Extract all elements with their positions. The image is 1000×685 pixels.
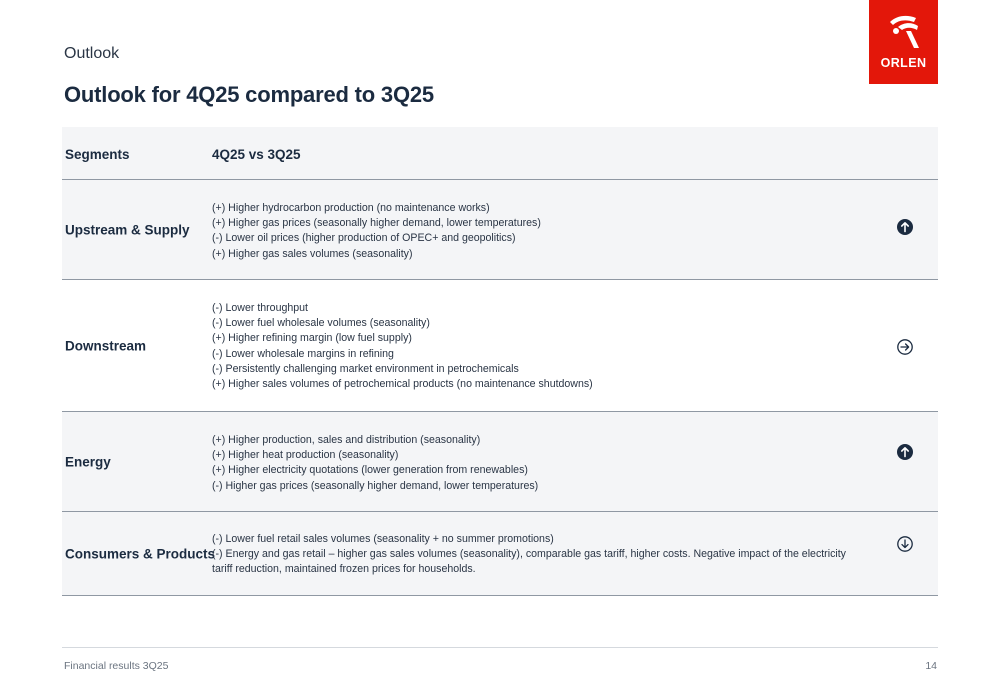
list-item: (-) Lower wholesale margins in refining (212, 347, 394, 360)
page-title: Outlook for 4Q25 compared to 3Q25 (64, 82, 434, 107)
orlen-logo (869, 0, 938, 84)
list-item: (-) Lower oil prices (higher production of OPEC+ and geopolitics) (212, 232, 516, 245)
footer-text: Financial results 3Q25 (64, 660, 169, 672)
right-arrow-icon (897, 339, 913, 355)
list-item: (+) Higher hydrocarbon production (no maintenance works) (212, 202, 490, 214)
segment-items (212, 532, 862, 578)
list-item: (+) Higher refining margin (low fuel supply) (212, 332, 412, 345)
orlen-eagle-icon (884, 10, 924, 52)
list-item: (+) Higher gas prices (seasonally higher demand, lower temperatures) (212, 217, 541, 230)
section-label: Outlook (64, 45, 120, 62)
list-item: (+) Higher gas sales volumes (seasonality) (212, 247, 413, 260)
segment-items (212, 301, 862, 392)
table-header (62, 127, 938, 180)
segment-name: Downstream (65, 338, 147, 353)
segment-items (212, 433, 862, 494)
list-item: (-) Persistently challenging market environment in petrochemicals (212, 362, 519, 375)
column-header-comparison: 4Q25 vs 3Q25 (212, 147, 301, 162)
logo-wordmark: ORLEN (880, 56, 927, 70)
segment-name: Upstream & Supply (65, 222, 190, 237)
list-item: (-) Higher gas prices (seasonally higher demand, lower temperatures) (212, 479, 539, 492)
table-row (62, 512, 938, 596)
list-item: (+) Higher production, sales and distribution (seasonality) (212, 434, 481, 446)
segment-name: Energy (65, 454, 111, 469)
list-item: (-) Lower throughput (212, 302, 308, 314)
list-item: (+) Higher electricity quotations (lower generation from renewables) (212, 464, 528, 477)
footer-divider (62, 647, 938, 648)
up-arrow-icon (897, 219, 913, 235)
list-item: (+) Higher heat production (seasonality) (212, 449, 399, 462)
table-row (62, 180, 938, 280)
segment-name: Consumers & Products (65, 546, 216, 561)
page-number: 14 (925, 660, 937, 672)
table-row (62, 412, 938, 512)
down-arrow-icon (897, 536, 913, 552)
outlook-table (62, 127, 938, 596)
table-row (62, 280, 938, 412)
list-item: (-) Lower fuel retail sales volumes (seasonality + no summer promotions) (212, 533, 554, 545)
column-header-segments: Segments (65, 147, 130, 162)
up-arrow-icon (897, 444, 913, 460)
segment-items (212, 201, 862, 262)
list-item: (+) Higher sales volumes of petrochemical products (no maintenance shutdowns) (212, 378, 593, 391)
list-item: (-) Energy and gas retail – higher gas sales volumes (seasonality), comparable gas tariff, higher costs. Negative impact of the electricity tariff reduction, maintained frozen prices for households. (212, 548, 846, 576)
list-item: (-) Lower fuel wholesale volumes (seasonality) (212, 317, 430, 330)
